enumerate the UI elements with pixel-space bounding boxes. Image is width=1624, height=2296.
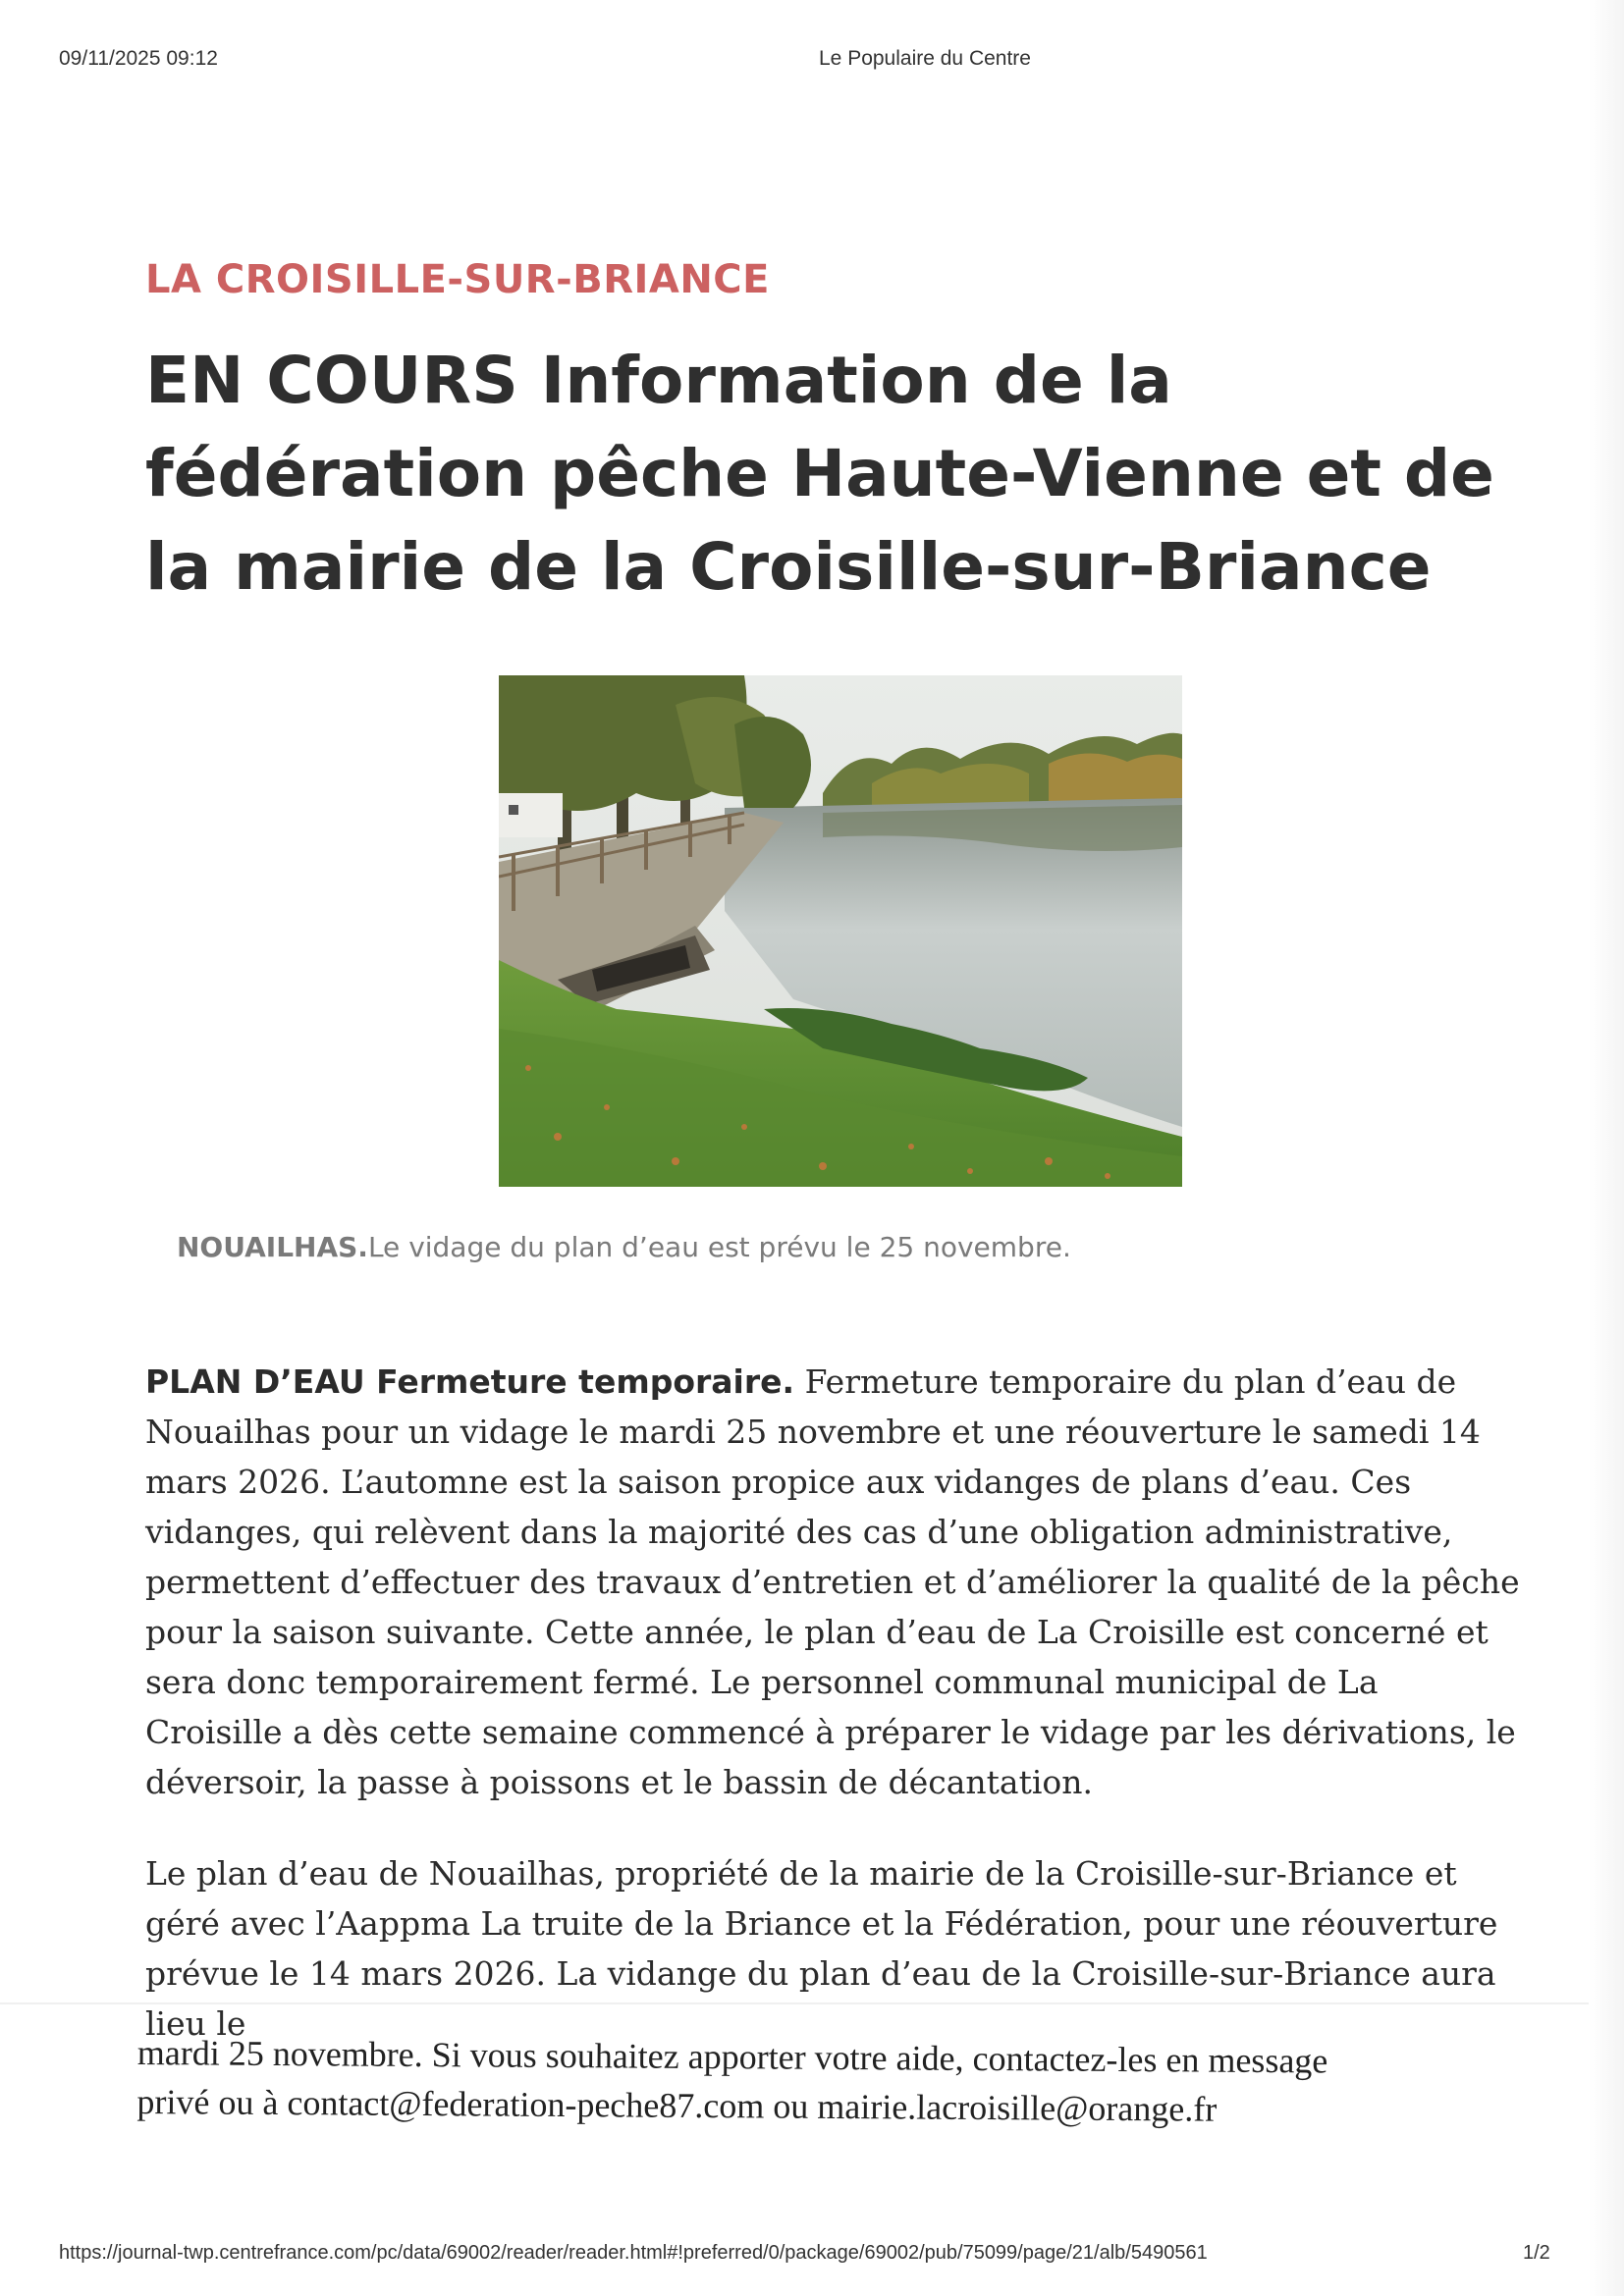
photo-caption: [177, 1231, 1071, 1263]
article-body-continued: [136, 2028, 1532, 2136]
scan-seam: [0, 2002, 1624, 2004]
paragraph-1: [145, 1357, 1520, 1807]
paragraph-2: Le plan d’eau de Nouailhas, propriété de la mairie de la Croisille-sur-Briance et géré avec l’Aappma La truite de la Briance et la Fédération, pour une réouverture prévue le 14 mars 2026. La vidange du plan d’eau de la Croisille-sur-Briance aura lieu le: [145, 1854, 1498, 2043]
print-url: https://journal-twp.centrefrance.com/pc/data/69002/reader/reader.html#!preferred/0/package/69002/pub/75099/page/21/alb/5490561: [59, 2242, 1208, 2264]
paragraph-lead: PLAN D’EAU Fermeture temporaire.: [145, 1362, 795, 1401]
paragraph-3-line-1: mardi 25 novembre. Si vous souhaitez apporter votre aide, contactez-les en message: [136, 2033, 1328, 2081]
scan-edge: [1589, 0, 1624, 2296]
paragraph-3-line-2: privé ou à contact@federation-peche87.com ou mairie.lacroisille@orange.fr: [136, 2081, 1218, 2129]
article-kicker: LA CROISILLE-SUR-BRIANCE: [145, 257, 770, 302]
print-datetime: 09/11/2025 09:12: [59, 47, 218, 70]
paragraph-1-text: Fermeture temporaire du plan d’eau de Nouailhas pour un vidage le mardi 25 novembre et une réouverture le samedi 14 mars 2026. L’automne est la saison propice aux vidanges de plans d’eau. Ces vidanges, qui relèvent dans la majorité des cas d’une obligation administrative, permettent d’effectuer des travaux d’entretien et d’améliorer la qualité de la pêche pour la saison suivante. Cette année, le plan d’eau de La Croisille est concerné et sera donc temporairement fermé. Le personnel communal municipal de La Croisille a dès cette semaine commencé à préparer le vidage par les dérivations, le déversoir, la passe à poissons et le bassin de décantation.: [145, 1362, 1520, 1801]
caption-text: Le vidage du plan d’eau est prévu le 25 novembre.: [367, 1231, 1071, 1263]
article-headline: EN COURS Information de la fédération pêche Haute-Vienne et de la mairie de la Croisille-sur-Briance: [145, 343, 1494, 605]
article-photo: [499, 675, 1182, 1187]
print-page-number: 1/2: [1523, 2242, 1550, 2264]
article-body: [145, 1357, 1520, 2090]
caption-place: NOUAILHAS.: [177, 1231, 368, 1263]
print-source: Le Populaire du Centre: [819, 47, 1031, 70]
